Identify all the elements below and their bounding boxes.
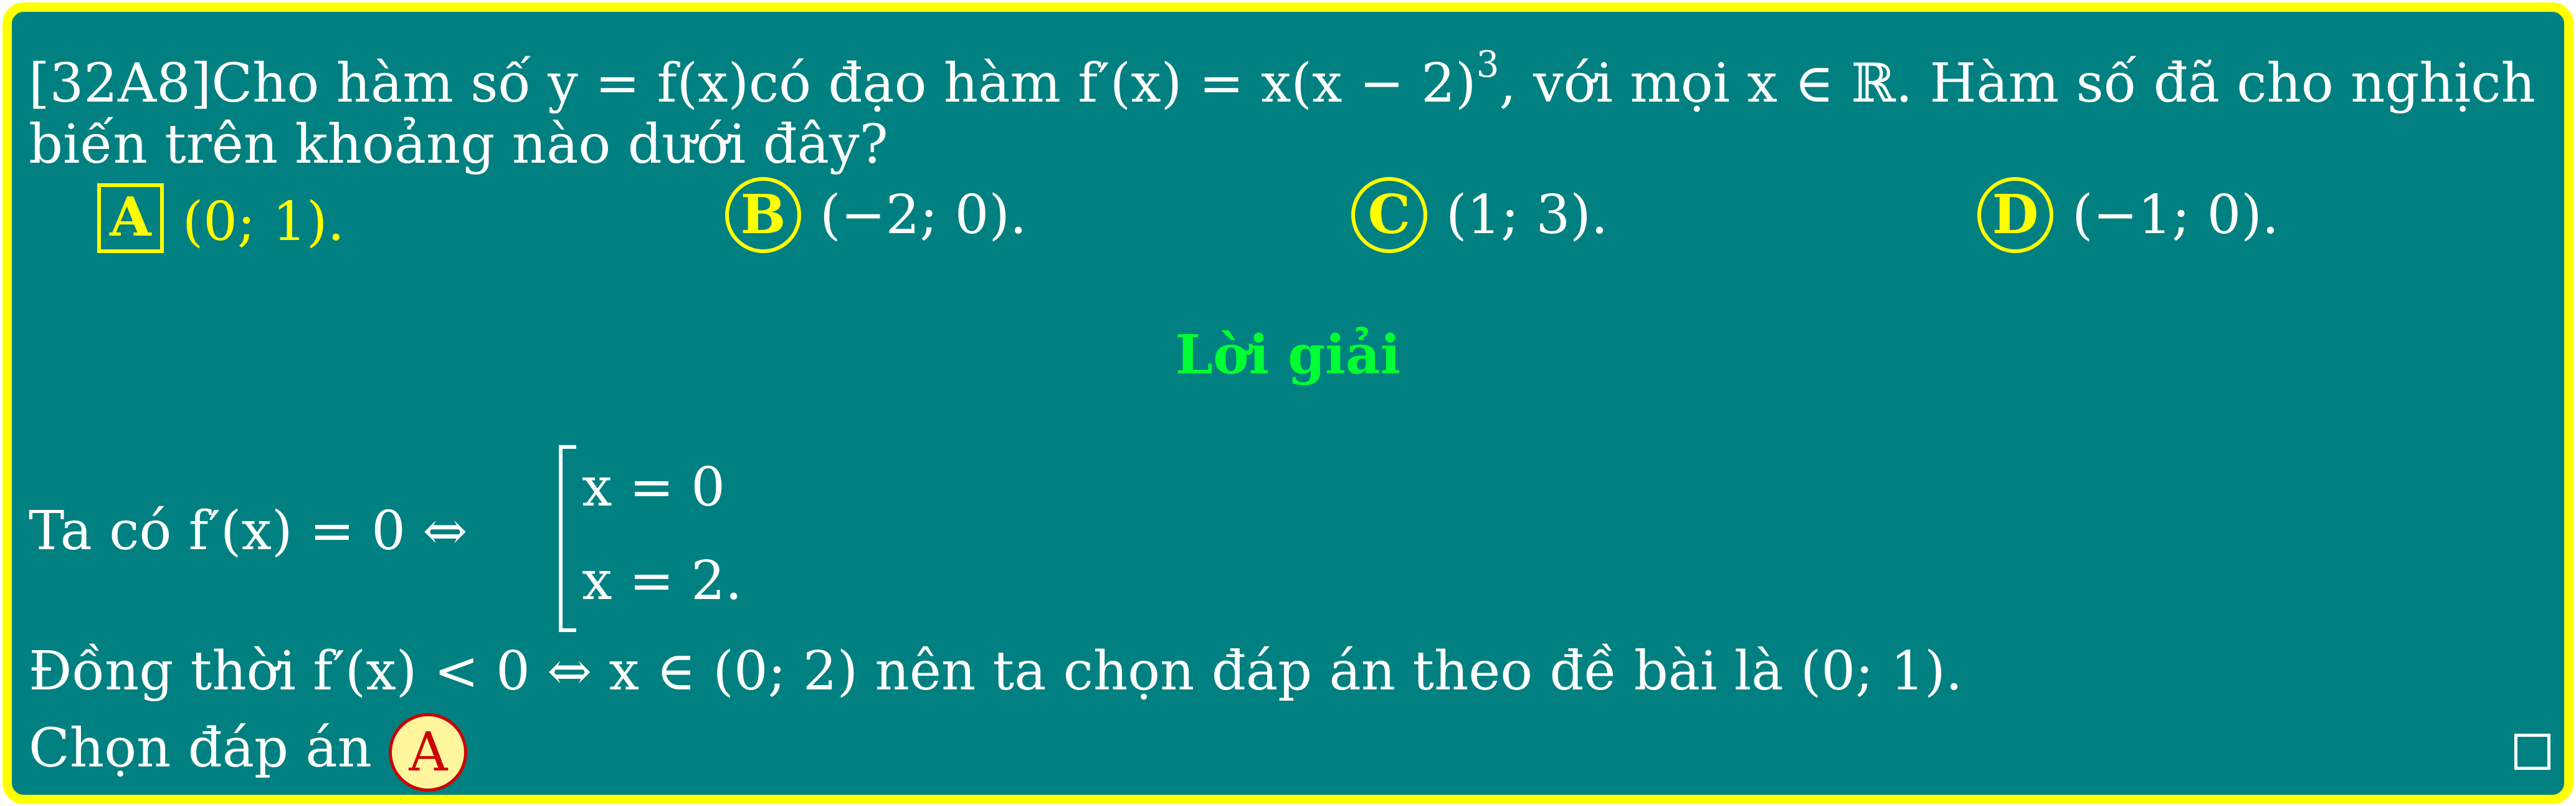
- answer-line: [29, 713, 467, 792]
- qed-square-icon: [2514, 734, 2550, 770]
- option-b[interactable]: [725, 177, 1027, 253]
- exponent: 3: [1476, 43, 1499, 85]
- question-line-1: [29, 43, 2536, 115]
- option-d-value: (−1; 0).: [2072, 184, 2279, 246]
- option-c-label: C: [1351, 177, 1427, 253]
- cases-bracket: [559, 445, 576, 632]
- problem-card: [2, 2, 2574, 804]
- option-a-value: (0; 1).: [182, 190, 345, 253]
- question-text-end: , với mọi x ∈ ℝ. Hàm số đã cho nghịch: [1499, 52, 2536, 115]
- solution-step-2: Đồng thời f′(x) < 0 ⇔ x ∈ (0; 2) nên ta chọn đáp án theo đề bài là (0; 1).: [29, 640, 1963, 703]
- answer-badge: A: [389, 713, 467, 792]
- case-2: x = 2.: [582, 550, 743, 612]
- solution-step-1: Ta có f′(x) = 0 ⇔: [29, 500, 468, 562]
- option-c[interactable]: [1351, 177, 1608, 253]
- option-b-value: (−2; 0).: [820, 184, 1027, 246]
- option-b-label: B: [725, 177, 801, 253]
- solution-title: Lời giải: [1175, 324, 1401, 386]
- question-text-start: [32A8]Cho hàm số y = f(x)có đạo hàm f′(x) = x(x − 2): [29, 52, 1476, 115]
- option-c-value: (1; 3).: [1446, 184, 1609, 246]
- option-a[interactable]: [97, 183, 345, 253]
- option-d-label: D: [1977, 177, 2053, 253]
- answer-prefix: Chọn đáp án: [29, 717, 373, 780]
- option-a-label: A: [97, 183, 164, 253]
- option-d[interactable]: [1977, 177, 2279, 253]
- case-1: x = 0: [582, 456, 725, 519]
- question-line-2: biến trên khoảng nào dưới đây?: [29, 113, 888, 176]
